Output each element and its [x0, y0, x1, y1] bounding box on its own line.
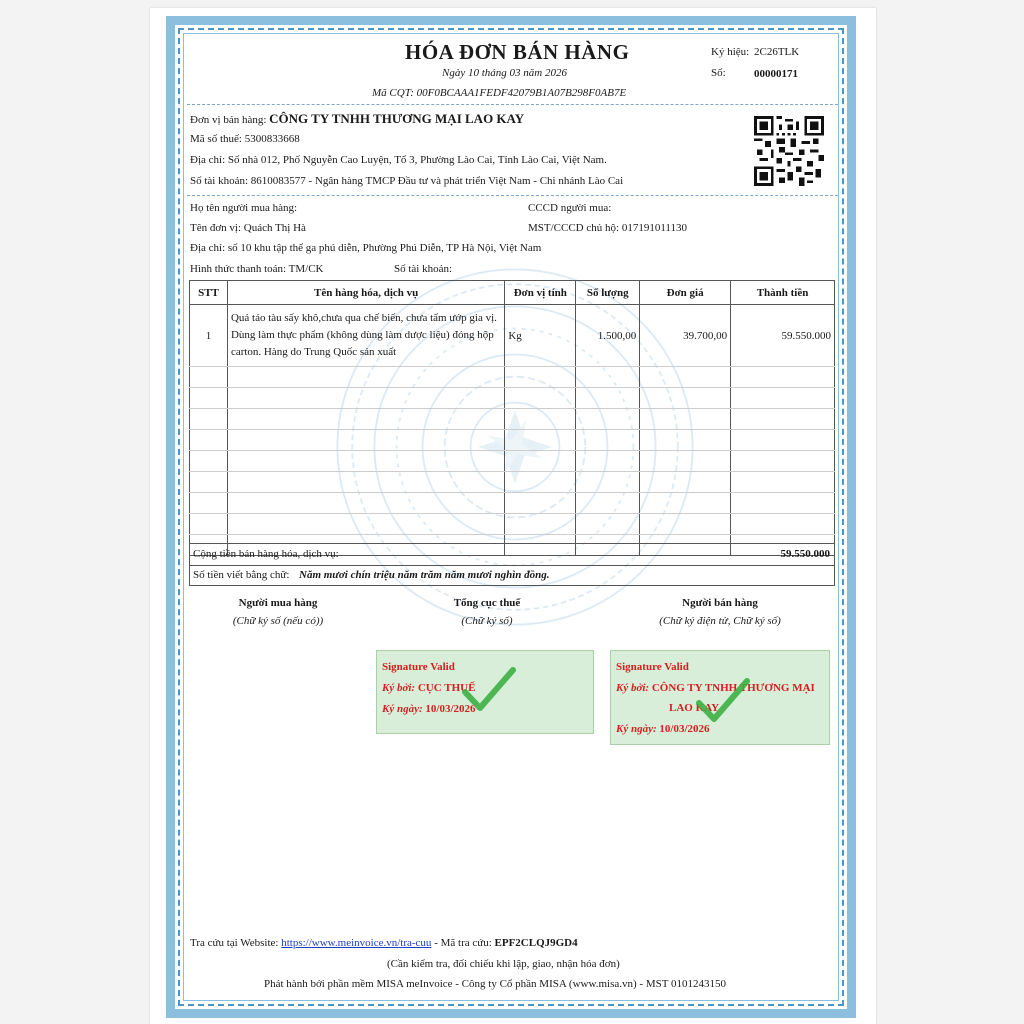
buyer-address: Địa chỉ: số 10 khu tập thể ga phú diễn, Phường Phú Diễn, TP Hà Nội, Việt Nam — [190, 242, 542, 254]
amount-words-label: Số tiền viết bằng chữ: — [193, 569, 290, 581]
lookup-label: Tra cứu tại Website: — [190, 937, 279, 949]
table-row-empty — [190, 367, 835, 388]
table-header-row — [190, 281, 835, 305]
total-row — [190, 544, 834, 566]
signed-by-label: Ký bởi: — [616, 682, 650, 694]
checkmark-icon — [462, 666, 516, 712]
signature-status: Signature Valid — [382, 661, 455, 673]
table-row-empty — [190, 388, 835, 409]
signed-date: 10/03/2026 — [659, 723, 710, 735]
signed-by: CÔNG TY TNHH THƯƠNG MẠI — [651, 682, 815, 694]
divider — [187, 195, 838, 196]
payment-method: Hình thức thanh toán: TM/CK — [190, 263, 324, 275]
seller-tax-code: Mã số thuế: 5300833668 — [190, 133, 300, 145]
amount-in-words: Năm mươi chín triệu năm trăm năm mươi nghìn đồng. — [299, 569, 550, 581]
signed-by: CỤC THUẾ — [417, 682, 476, 694]
col-header: Số lượng — [576, 281, 640, 305]
lookup-code-label: - Mã tra cứu: — [434, 937, 492, 949]
col-header: Thành tiền — [731, 281, 835, 305]
issuer-info: Phát hành bởi phần mềm MISA meInvoice - Công ty Cổ phần MISA (www.misa.vn) - MST 0101243150 — [264, 978, 726, 990]
signed-date-label: Ký ngày: — [382, 703, 423, 715]
signed-date: 10/03/2026 — [425, 703, 476, 715]
invoice-title: HÓA ĐƠN BÁN HÀNG — [405, 40, 630, 64]
buyer-unit: Tên đơn vị: Quách Thị Hà — [190, 222, 306, 234]
symbol-value: 2C26TLK — [754, 46, 800, 58]
items-table — [189, 280, 835, 556]
item-name: Quả táo tàu sấy khô,chưa qua chế biến, chưa tẩm ướp gia vị. Dùng làm thực phẩm (không dùng làm dược liệu) đóng hộp carton. Hàng do Trung Quốc sản xuất — [227, 305, 504, 367]
table-row-empty — [190, 493, 835, 514]
item-stt: 1 — [190, 305, 228, 367]
tax-sign-title: Tổng cục thuế — [453, 597, 521, 609]
signed-by-cont: LAO KAY — [669, 702, 720, 714]
total-label: Cộng tiền bán hàng hóa, dịch vụ: — [193, 548, 339, 560]
table-row-empty — [190, 514, 835, 535]
total-value: 59.550.000 — [780, 548, 830, 560]
tax-authority-code: Mã CQT: 00F0BCAAA1FEDF42079B1A07B298F0AB7E — [372, 87, 627, 99]
lookup-link[interactable]: https://www.meinvoice.vn/tra-cuu — [281, 937, 432, 949]
seller-signature-box[interactable] — [610, 650, 830, 745]
item-qty: 1.500,00 — [576, 305, 640, 367]
item-unit: Kg — [505, 305, 576, 367]
tax-signature-box[interactable] — [376, 650, 594, 734]
seller-label: Đơn vị bán hàng: — [190, 114, 267, 126]
qr-code — [754, 116, 824, 186]
table-row-empty — [190, 472, 835, 493]
symbol-label: Ký hiệu: — [711, 46, 750, 58]
buyer-signature — [208, 597, 348, 633]
col-header: STT — [190, 281, 228, 305]
buyer-sign-note: (Chữ ký số (nếu có)) — [232, 615, 324, 627]
item-amount: 59.550.000 — [731, 305, 835, 367]
signature-status: Signature Valid — [616, 661, 689, 673]
table-row-empty — [190, 451, 835, 472]
seller-name-line — [190, 111, 524, 127]
signed-by-label: Ký bởi: — [382, 682, 416, 694]
table-row — [190, 305, 835, 367]
item-price: 39.700,00 — [640, 305, 731, 367]
seller-sign-note: (Chữ ký điện tử, Chữ ký số) — [659, 615, 781, 627]
seller-signature — [640, 597, 800, 633]
buyer-name: Họ tên người mua hàng: — [190, 202, 298, 214]
buyer-mst: MST/CCCD chủ hộ: 017191011130 — [528, 222, 688, 234]
seller-account: Số tài khoản: 8610083577 - Ngân hàng TMCP Đầu tư và phát triển Việt Nam - Chi nhánh Lào Cai — [190, 175, 624, 187]
tax-sign-note: (Chữ ký số) — [461, 615, 513, 627]
invoice-number: 00000171 — [754, 68, 798, 80]
col-header: Đơn giá — [640, 281, 731, 305]
totals-box — [189, 543, 835, 586]
tax-signature — [417, 597, 557, 633]
seller-name: CÔNG TY TNHH THƯƠNG MẠI LAO KAY — [269, 111, 525, 126]
col-header: Tên hàng hóa, dịch vụ — [227, 281, 504, 305]
seller-sign-title: Người bán hàng — [682, 597, 758, 609]
buyer-account: Số tài khoản: — [394, 263, 453, 275]
buyer-sign-title: Người mua hàng — [238, 597, 318, 609]
seller-address: Địa chỉ: Số nhà 012, Phố Nguyễn Cao Luyện, Tổ 3, Phường Lào Cai, Tỉnh Lào Cai, Việt Nam. — [190, 154, 607, 166]
signed-date-label: Ký ngày: — [616, 723, 657, 735]
lookup-code: EPF2CLQJ9GD4 — [494, 937, 578, 949]
divider — [187, 104, 838, 105]
checkmark-icon — [696, 677, 750, 723]
col-header: Đơn vị tính — [505, 281, 576, 305]
number-label: Số: — [711, 67, 726, 79]
table-row-empty — [190, 409, 835, 430]
table-row-empty — [190, 430, 835, 451]
lookup-line — [190, 937, 578, 949]
verification-note: (Cần kiểm tra, đối chiếu khi lập, giao, nhận hóa đơn) — [387, 958, 620, 970]
buyer-cccd: CCCD người mua: — [528, 202, 612, 214]
invoice-date: Ngày 10 tháng 03 năm 2026 — [442, 67, 567, 79]
